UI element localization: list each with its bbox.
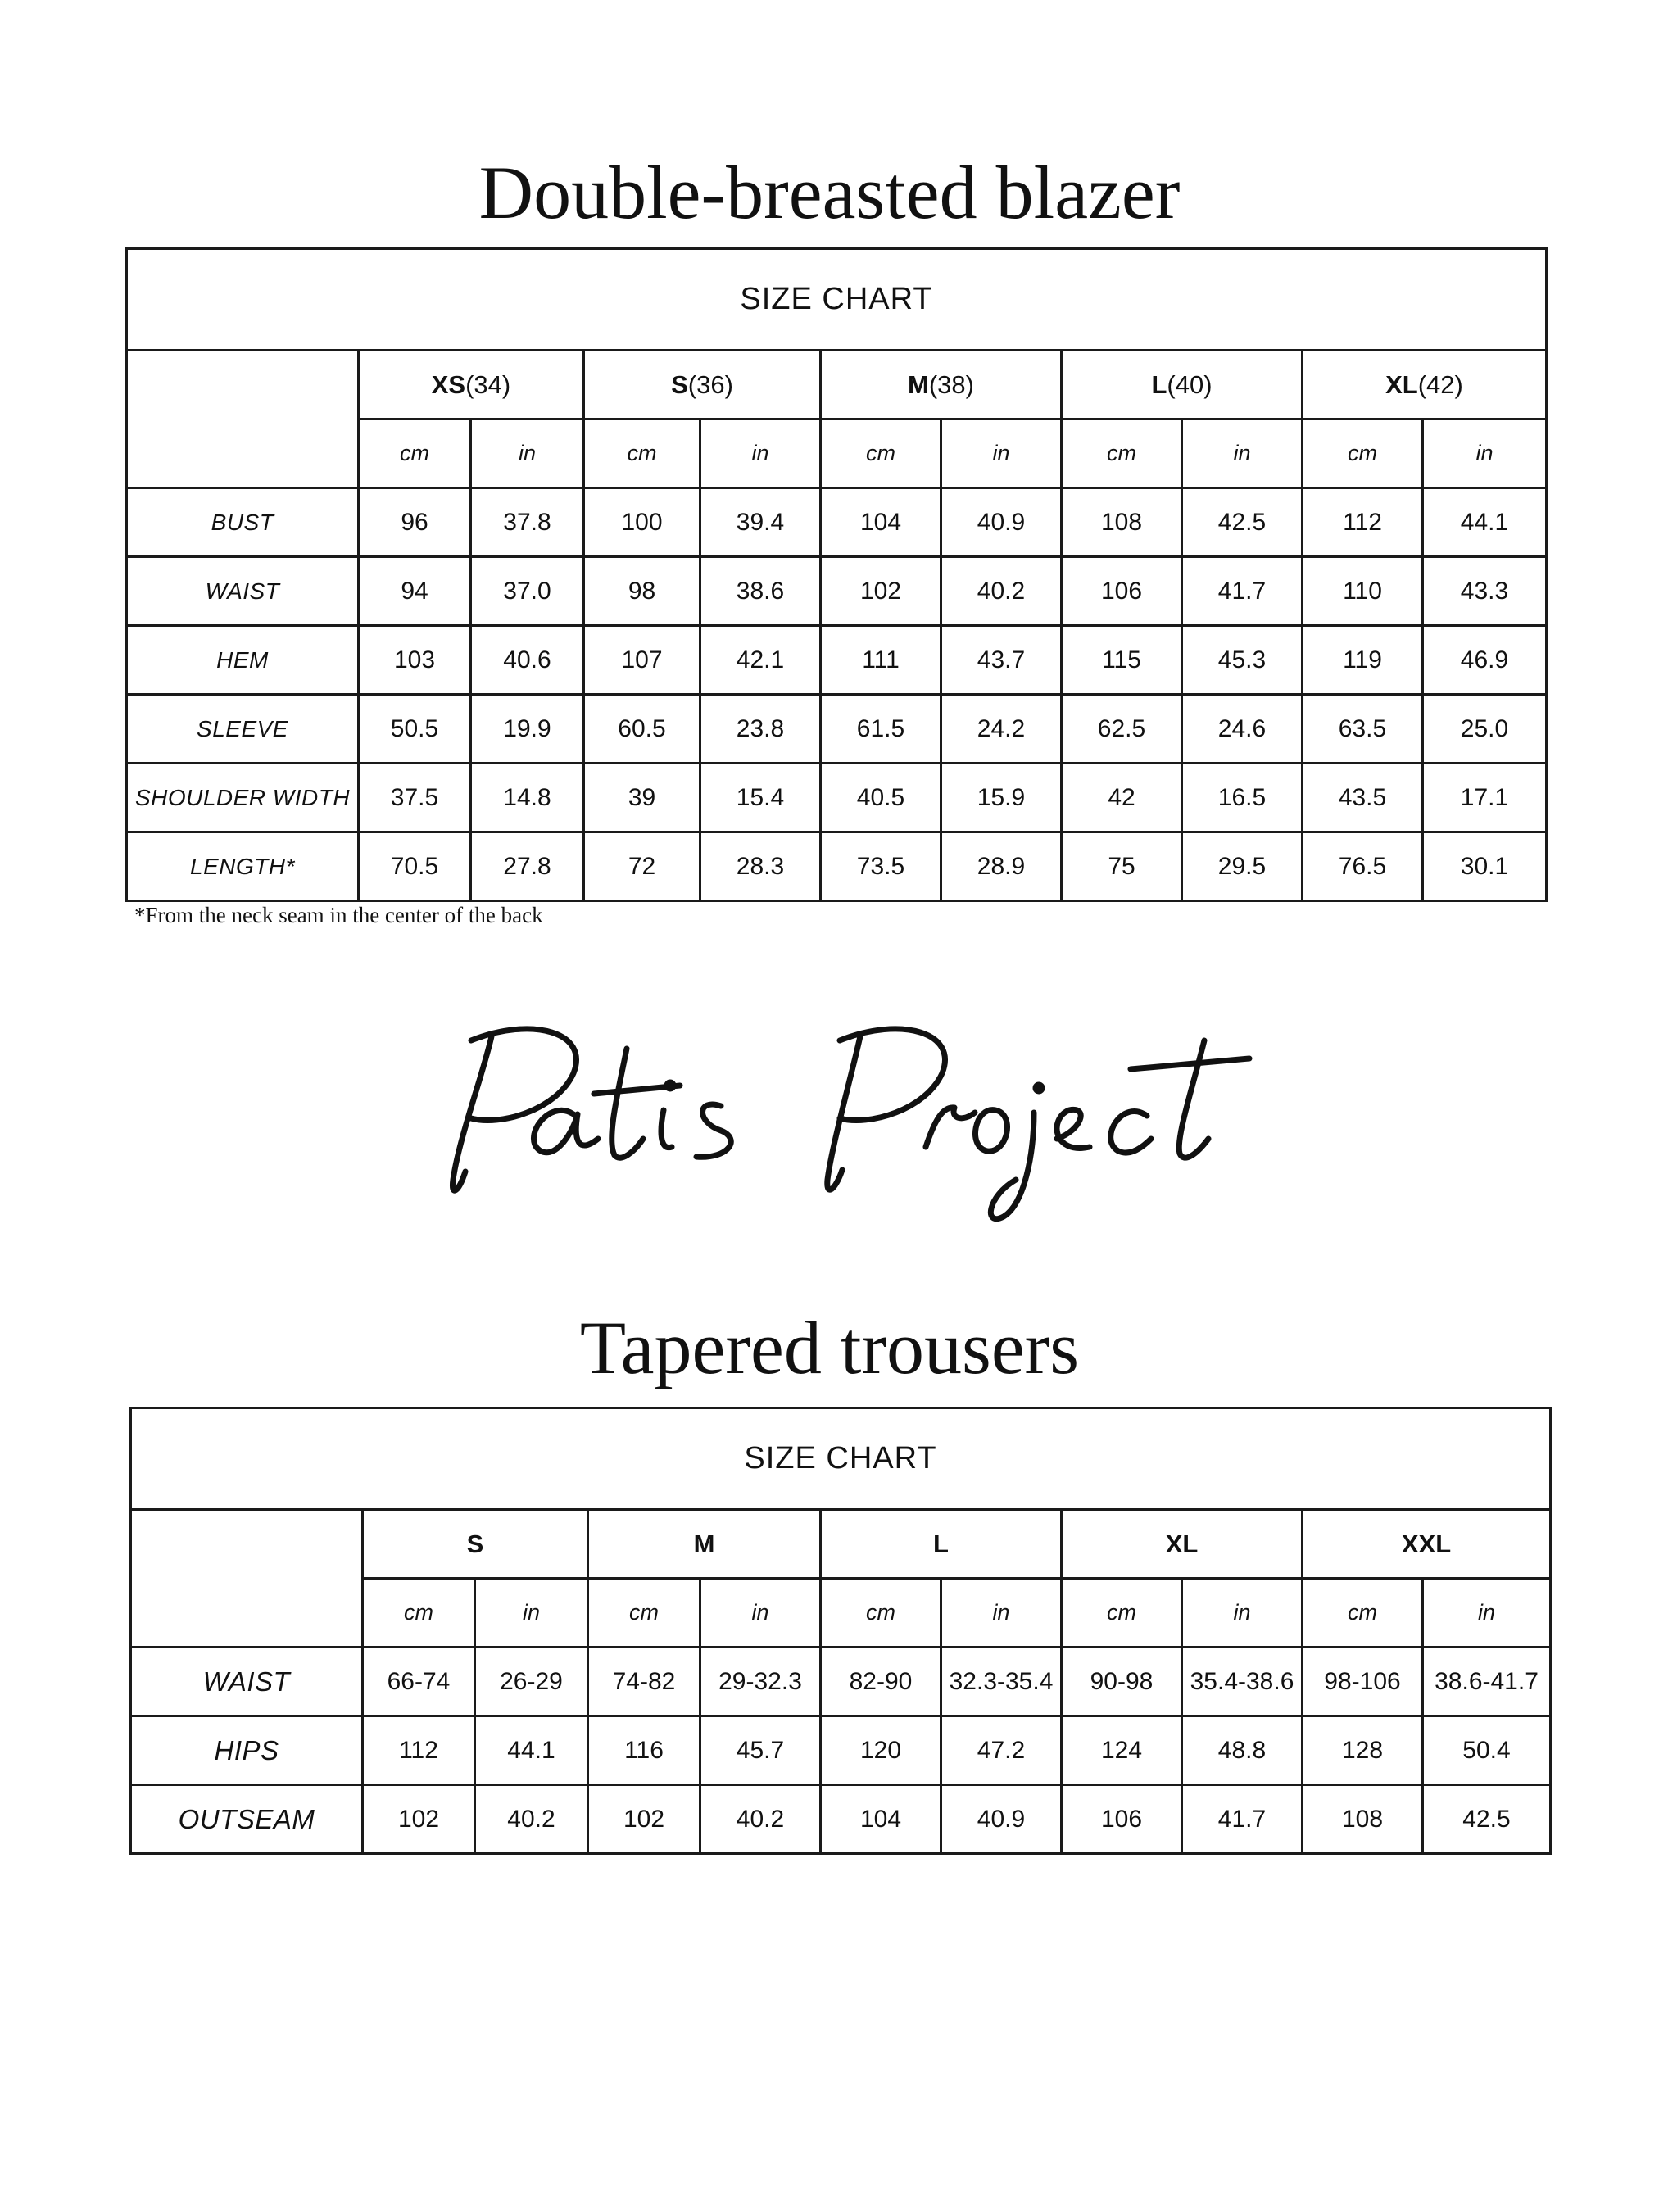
unit-cell: in (1182, 419, 1303, 488)
unit-cell: cm (363, 1579, 475, 1648)
measurement-cell: 24.6 (1182, 695, 1303, 764)
table-row (131, 1716, 1551, 1785)
measurement-cell: 124 (1062, 1716, 1182, 1785)
measurement-cell: 42 (1062, 764, 1182, 832)
measurement-cell: 70.5 (359, 832, 471, 901)
measurement-cell: 94 (359, 557, 471, 626)
measurement-cell: 90-98 (1062, 1648, 1182, 1716)
logo-stroke (1179, 1040, 1208, 1158)
unit-cell: cm (1303, 419, 1423, 488)
row-label: WAIST (131, 1648, 363, 1716)
measurement-cell: 50.4 (1423, 1716, 1551, 1785)
trousers-size-chart-header: SIZE CHART (131, 1408, 1551, 1510)
unit-cell: in (471, 419, 584, 488)
measurement-cell: 19.9 (471, 695, 584, 764)
measurement-cell: 25.0 (1423, 695, 1547, 764)
measurement-cell: 116 (588, 1716, 700, 1785)
measurement-cell: 41.7 (1182, 1785, 1303, 1854)
measurement-cell: 128 (1303, 1716, 1423, 1785)
measurement-cell: 45.7 (700, 1716, 821, 1785)
unit-cell: in (941, 419, 1062, 488)
unit-cell: cm (821, 419, 941, 488)
row-label: HIPS (131, 1716, 363, 1785)
trousers-size-xxl: XXL (1303, 1510, 1551, 1579)
logo-stroke (667, 1082, 673, 1089)
blazer-size-xs (359, 351, 584, 419)
trousers-title: Tapered trousers (579, 1306, 1080, 1389)
logo-stroke (1131, 1058, 1249, 1069)
measurement-cell: 37.0 (471, 557, 584, 626)
measurement-cell: 112 (363, 1716, 475, 1785)
measurement-cell: 40.9 (941, 488, 1062, 557)
measurement-cell: 40.6 (471, 626, 584, 695)
blazer-size-m (821, 351, 1062, 419)
trousers-size-m: M (588, 1510, 821, 1579)
measurement-cell: 44.1 (1423, 488, 1547, 557)
measurement-cell: 42.5 (1182, 488, 1303, 557)
measurement-cell: 66-74 (363, 1648, 475, 1716)
row-label: SHOULDER WIDTH (127, 764, 359, 832)
table-row (131, 1785, 1551, 1854)
blazer-size-s (584, 351, 821, 419)
measurement-cell: 104 (821, 488, 941, 557)
row-label: LENGTH* (127, 832, 359, 901)
measurement-cell: 39.4 (700, 488, 821, 557)
measurement-cell: 110 (1303, 557, 1423, 626)
measurement-cell: 74-82 (588, 1648, 700, 1716)
unit-cell: cm (821, 1579, 941, 1648)
unit-cell: in (1182, 1579, 1303, 1648)
blazer-size-chart-header: SIZE CHART (127, 249, 1547, 351)
measurement-cell: 46.9 (1423, 626, 1547, 695)
trousers-size-l: L (821, 1510, 1062, 1579)
measurement-cell: 40.2 (475, 1785, 588, 1854)
size-eu-label: (36) (687, 369, 733, 399)
measurement-cell: 14.8 (471, 764, 584, 832)
logo-stroke (1036, 1085, 1042, 1091)
measurement-cell: 39 (584, 764, 700, 832)
measurement-cell: 120 (821, 1716, 941, 1785)
measurement-cell: 47.2 (941, 1716, 1062, 1785)
blazer-footnote: *From the neck seam in the center of the back (134, 903, 543, 927)
unit-cell: cm (359, 419, 471, 488)
size-eu-label: (40) (1167, 369, 1213, 399)
logo-stroke (827, 1036, 860, 1190)
table-row (127, 488, 1547, 557)
measurement-cell: 35.4-38.6 (1182, 1648, 1303, 1716)
measurement-cell: 119 (1303, 626, 1423, 695)
unit-cell: in (1423, 1579, 1551, 1648)
table-row (131, 1648, 1551, 1716)
measurement-cell: 103 (359, 626, 471, 695)
measurement-cell: 73.5 (821, 832, 941, 901)
table-row (127, 695, 1547, 764)
unit-cell: cm (1303, 1579, 1423, 1648)
measurement-cell: 82-90 (821, 1648, 941, 1716)
trousers-size-chart (129, 1407, 1552, 1855)
logo-stroke (1057, 1109, 1090, 1148)
unit-cell: cm (1062, 419, 1182, 488)
measurement-cell: 43.5 (1303, 764, 1423, 832)
blazer-size-l (1062, 351, 1303, 419)
size-eu-label: (42) (1417, 369, 1463, 399)
unit-cell: in (700, 419, 821, 488)
size-label: L (1151, 369, 1167, 399)
blazer-size-chart (125, 247, 1548, 902)
measurement-cell: 43.7 (941, 626, 1062, 695)
measurement-cell: 98 (584, 557, 700, 626)
blazer-size-xl (1303, 351, 1547, 419)
measurement-cell: 37.5 (359, 764, 471, 832)
size-label: XS (431, 369, 466, 399)
measurement-cell: 45.3 (1182, 626, 1303, 695)
measurement-cell: 106 (1062, 1785, 1182, 1854)
measurement-cell: 48.8 (1182, 1716, 1303, 1785)
measurement-cell: 42.5 (1423, 1785, 1551, 1854)
measurement-cell: 15.4 (700, 764, 821, 832)
logo-stroke (533, 1110, 598, 1152)
table-row (127, 764, 1547, 832)
measurement-cell: 30.1 (1423, 832, 1547, 901)
size-label: XL (1385, 369, 1418, 399)
measurement-cell: 98-106 (1303, 1648, 1423, 1716)
unit-cell: in (1423, 419, 1547, 488)
measurement-cell: 44.1 (475, 1716, 588, 1785)
size-label: S (671, 369, 688, 399)
blazer-title: Double-breasted blazer (478, 151, 1181, 234)
measurement-cell: 40.9 (941, 1785, 1062, 1854)
unit-cell: in (941, 1579, 1062, 1648)
measurement-cell: 100 (584, 488, 700, 557)
row-label: SLEEVE (127, 695, 359, 764)
measurement-cell: 115 (1062, 626, 1182, 695)
row-label: OUTSEAM (131, 1785, 363, 1854)
measurement-cell: 23.8 (700, 695, 821, 764)
measurement-cell: 29.5 (1182, 832, 1303, 901)
trousers-size-s: S (363, 1510, 588, 1579)
table-row (127, 832, 1547, 901)
measurement-cell: 111 (821, 626, 941, 695)
measurement-cell: 102 (821, 557, 941, 626)
logo-stroke (452, 1036, 492, 1190)
measurement-cell: 40.5 (821, 764, 941, 832)
table-row (127, 626, 1547, 695)
row-label: WAIST (127, 557, 359, 626)
measurement-cell: 76.5 (1303, 832, 1423, 901)
trousers-size-xl: XL (1062, 1510, 1303, 1579)
measurement-cell: 41.7 (1182, 557, 1303, 626)
measurement-cell: 106 (1062, 557, 1182, 626)
unit-cell: cm (588, 1579, 700, 1648)
measurement-cell: 42.1 (700, 626, 821, 695)
measurement-cell: 24.2 (941, 695, 1062, 764)
measurement-cell: 72 (584, 832, 700, 901)
measurement-cell: 29-32.3 (700, 1648, 821, 1716)
measurement-cell: 108 (1303, 1785, 1423, 1854)
measurement-cell: 16.5 (1182, 764, 1303, 832)
blazer-corner-cell (127, 351, 359, 488)
logo-stroke (1111, 1111, 1151, 1153)
measurement-cell: 63.5 (1303, 695, 1423, 764)
measurement-cell: 27.8 (471, 832, 584, 901)
size-eu-label: (38) (928, 369, 974, 399)
measurement-cell: 38.6-41.7 (1423, 1648, 1551, 1716)
measurement-cell: 96 (359, 488, 471, 557)
measurement-cell: 32.3-35.4 (941, 1648, 1062, 1716)
logo-stroke (840, 1029, 945, 1121)
measurement-cell: 108 (1062, 488, 1182, 557)
logo-stroke (976, 1110, 1008, 1151)
size-label: M (908, 369, 929, 399)
measurement-cell: 40.2 (700, 1785, 821, 1854)
row-label: HEM (127, 626, 359, 695)
unit-cell: cm (584, 419, 700, 488)
measurement-cell: 62.5 (1062, 695, 1182, 764)
measurement-cell: 15.9 (941, 764, 1062, 832)
measurement-cell: 60.5 (584, 695, 700, 764)
measurement-cell: 43.3 (1423, 557, 1547, 626)
trousers-corner-cell (131, 1510, 363, 1648)
measurement-cell: 107 (584, 626, 700, 695)
measurement-cell: 112 (1303, 488, 1423, 557)
measurement-cell: 40.2 (941, 557, 1062, 626)
table-row (127, 557, 1547, 626)
measurement-cell: 26-29 (475, 1648, 588, 1716)
measurement-cell: 75 (1062, 832, 1182, 901)
measurement-cell: 37.8 (471, 488, 584, 557)
unit-cell: cm (1062, 1579, 1182, 1648)
logo-stroke (612, 1049, 643, 1158)
row-label: BUST (127, 488, 359, 557)
logo-stroke (661, 1110, 672, 1148)
measurement-cell: 28.9 (941, 832, 1062, 901)
unit-cell: in (475, 1579, 588, 1648)
logo-stroke (696, 1104, 731, 1157)
unit-cell: in (700, 1579, 821, 1648)
measurement-cell: 104 (821, 1785, 941, 1854)
measurement-cell: 38.6 (700, 557, 821, 626)
measurement-cell: 28.3 (700, 832, 821, 901)
logo-stroke (471, 1029, 576, 1121)
measurement-cell: 50.5 (359, 695, 471, 764)
measurement-cell: 102 (588, 1785, 700, 1854)
patis-project-logo (0, 1016, 1659, 1229)
measurement-cell: 61.5 (821, 695, 941, 764)
logo-stroke (926, 1108, 975, 1147)
measurement-cell: 17.1 (1423, 764, 1547, 832)
measurement-cell: 102 (363, 1785, 475, 1854)
logo-stroke (990, 1113, 1034, 1219)
size-eu-label: (34) (465, 369, 511, 399)
